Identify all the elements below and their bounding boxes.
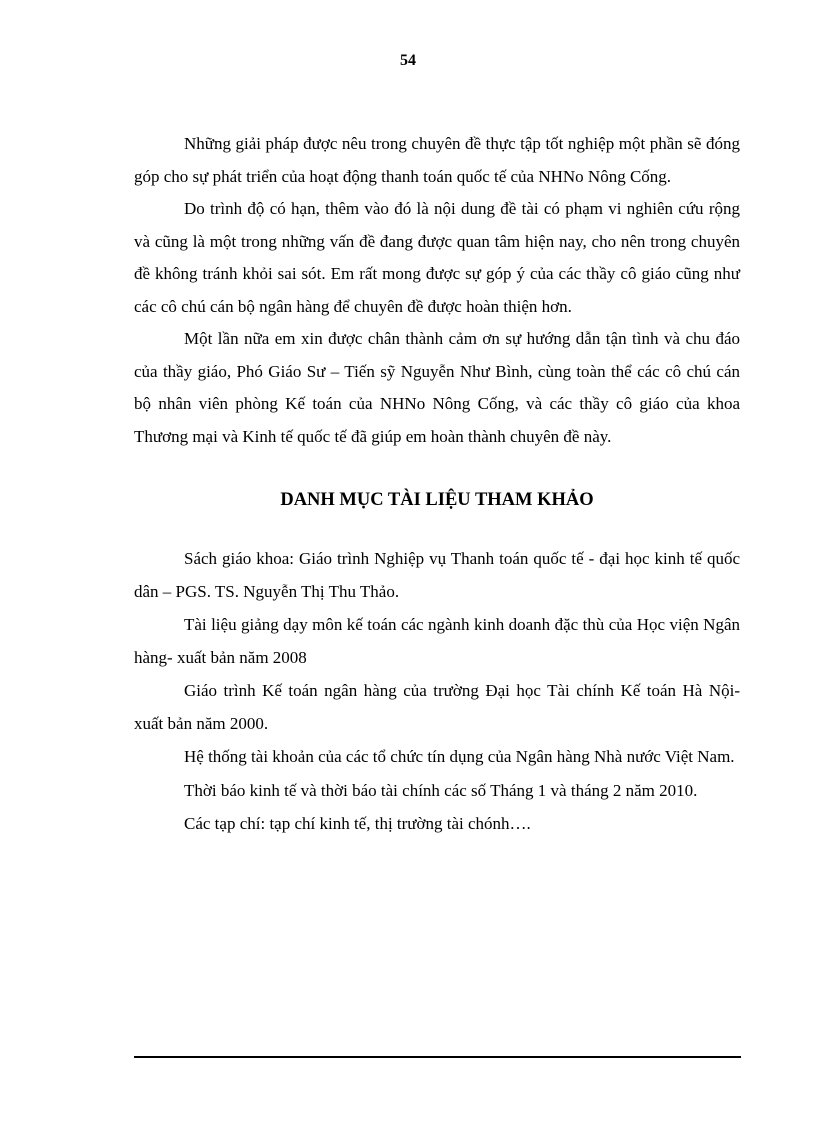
reference-item: Các tạp chí: tạp chí kinh tế, thị trường tài chónh…. [184,814,531,833]
document-body [134,128,740,842]
reference-item: Sách giáo khoa: Giáo trình Nghiệp vụ Thanh toán quốc tế - đại học kinh tế quốc dân – PGS. TS. Nguyễn Thị Thu Thảo. [134,549,740,601]
page-number [0,52,816,78]
body-paragraph: Do trình độ có hạn, thêm vào đó là nội dung đề tài có phạm vi nghiên cứu rộng và cũng là một trong những vấn đề đang được quan tâm hiện nay, cho nên trong chuyên đề không tránh khỏi sai sót. Em rất mong được sự góp ý của các thầy cô giáo cũng như các cô chú cán bộ ngân hàng để chuyên đề được hoàn thiện hơn. [134,199,740,316]
reference-item: Giáo trình Kế toán ngân hàng của trường Đại học Tài chính Kế toán Hà Nội- xuất bản năm 2000. [134,681,740,733]
references-heading: DANH MỤC TÀI LIỆU THAM KHẢO [280,490,594,510]
body-paragraph: Những giải pháp được nêu trong chuyên đề thực tập tốt nghiệp một phần sẽ đóng góp cho sự phát triển của hoạt động thanh toán quốc tế của NHNo Nông Cống. [134,134,740,186]
footer-divider [134,1056,741,1058]
page-number-text: 54 [400,52,416,69]
reference-item: Thời báo kinh tế và thời báo tài chính các số Tháng 1 và tháng 2 năm 2010. [184,780,698,800]
references-list [134,543,740,841]
body-paragraph: Một lần nữa em xin được chân thành cảm ơn sự hướng dẫn tận tình và chu đáo của thầy giáo, Phó Giáo Sư – Tiến sỹ Nguyễn Như Bình, cùng toàn thể các cô chú cán bộ nhân viên phòng Kế toán của NHNo Nông Cống, và các thầy cô giáo của khoa Thương mại và Kinh tế quốc tế đã giúp em hoàn thành chuyên đề này. [134,329,740,446]
reference-item: Hệ thống tài khoản của các tổ chức tín dụng của Ngân hàng Nhà nước Việt Nam. [184,747,735,766]
reference-item: Tài liệu giảng dạy môn kế toán các ngành kinh doanh đặc thù của Học viện Ngân hàng- xuất bản năm 2008 [134,615,740,667]
